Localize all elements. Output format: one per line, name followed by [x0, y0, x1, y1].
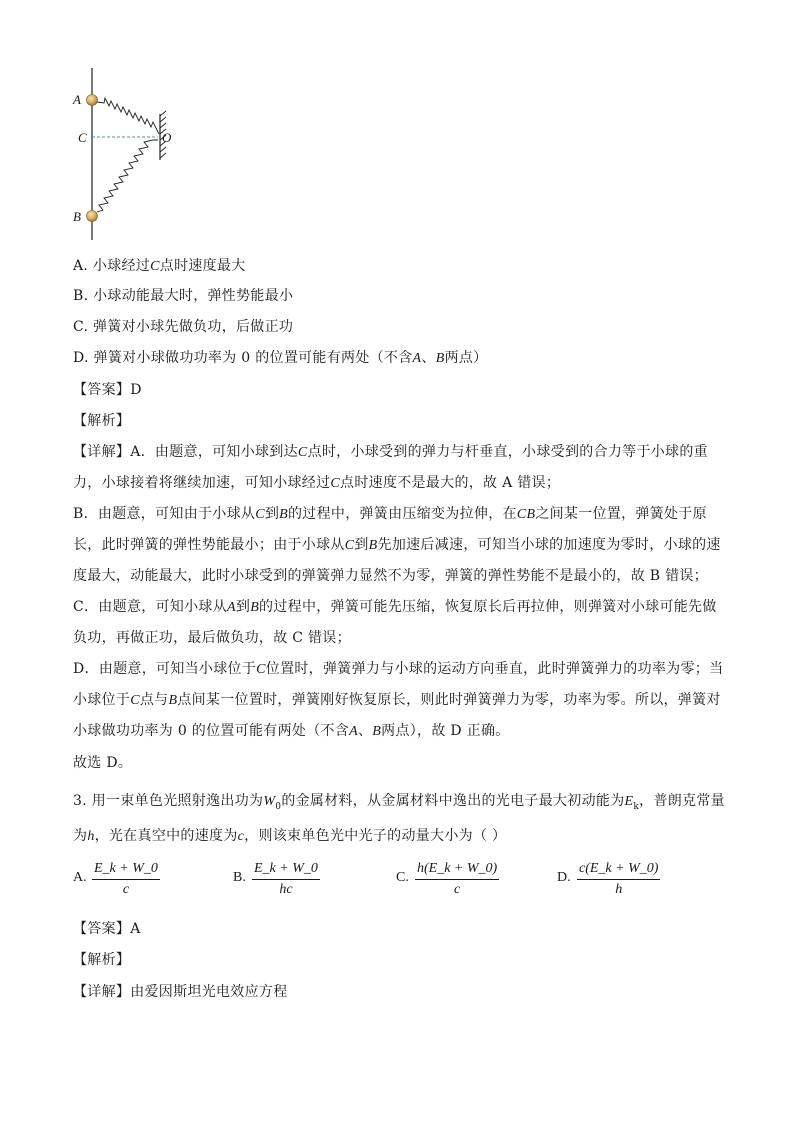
label-O: O — [162, 130, 172, 145]
q2-option-D: D. 弹簧对小球做功功率为 0 的位置可能有两处（不含A、B两点） — [73, 350, 488, 366]
q2-option-B: B. 小球动能最大时，弹性势能最小 — [73, 288, 294, 304]
q2-detail-line-7: 负功，再做正功，最后做负功，故 C 错误； — [73, 630, 351, 646]
q3-option-A-fraction: $\frac{E\_k + W\_0}{c}$ — [94, 861, 158, 897]
q2-detail-line-1: 【详解】A．由题意，可知小球到达C点时，小球受到的弹力与杆垂直，小球受到的合力等于小球的重 — [73, 444, 708, 460]
q2-detail-line-2: 力，小球接着将继续加速，可知小球经过C点时速度不是最大的，故 A 错误； — [73, 475, 561, 491]
q3-option-C-fraction: $\frac{h(E\_k + W\_0)}{c}$ — [417, 861, 498, 897]
q3-option-D-label: D. — [557, 870, 571, 885]
label-A: A — [73, 92, 81, 107]
ball-A — [87, 95, 98, 106]
q2-detail-line-8: D．由题意，可知当小球位于C位置时，弹簧弹力与小球的运动方向垂直，此时弹簧弹力的功率为零；当 — [73, 661, 724, 677]
q3-question-line-2: 为h，光在真空中的速度为c，则该束单色光中光子的动量大小为（ ） — [73, 828, 507, 844]
q3-option-A-label: A. — [73, 870, 87, 885]
q2-option-A: A. 小球经过C点时速度最大 — [73, 258, 246, 274]
q2-conclusion: 故选 D。 — [73, 755, 133, 771]
q2-detail-line-10: 小球做功功率为 0 的位置可能有两处（不含A、B两点），故 D 正确。 — [73, 723, 510, 739]
q3-option-B-label: B. — [233, 870, 246, 885]
q2-detail-line-9: 小球位于C点与B点间某一位置时，弹簧刚好恢复原长，则此时弹簧弹力为零，功率为零。所以，弹簧对 — [73, 692, 721, 708]
q2-detail-line-4: 长，此时弹簧的弹性势能最小；由于小球从C到B先加速后减速，可知当小球的加速度为零时，小球的速 — [73, 537, 721, 553]
ball-B — [87, 211, 98, 222]
spring-lower — [97, 140, 158, 212]
q2-answer: 【答案】D — [73, 382, 142, 398]
q3-option-D-fraction: $\frac{c(E\_k + W\_0)}{h}$ — [579, 861, 659, 897]
q3-detail: 【详解】由爱因斯坦光电效应方程 — [73, 984, 288, 1000]
spring-rod-figure — [60, 62, 190, 244]
spring-upper — [97, 98, 159, 134]
q3-option-B-fraction: $\frac{E\_k + W\_0}{hc}$ — [254, 861, 318, 897]
q2-detail-line-6: C．由题意，可知小球从A到B的过程中，弹簧可能先压缩，恢复原长后再拉伸，则弹簧对小球可能先做 — [73, 599, 717, 615]
q3-answer: 【答案】A — [73, 921, 141, 937]
q2-detail-line-3: B．由题意，可知由于小球从C到B的过程中，弹簧由压缩变为拉伸，在CB之间某一位置，弹簧处于原 — [73, 506, 707, 522]
label-B: B — [73, 209, 81, 224]
q2-detail-line-5: 度最大，动能最大，此时小球受到的弹簧弹力显然不为零，弹簧的弹性势能不是最小的，故 B 错误； — [73, 568, 708, 584]
q3-option-C-label: C. — [396, 870, 409, 885]
label-C: C — [78, 130, 87, 145]
q2-analysis-tag: 【解析】 — [73, 413, 131, 429]
q3-analysis-tag: 【解析】 — [73, 952, 131, 968]
q2-option-C: C. 弹簧对小球先做负功，后做正功 — [73, 319, 294, 335]
q3-question-line-1: 3. 用一束单色光照射逸出功为$W_0$的金属材料，从金属材料中逸出的光电子最大初动能为$E_k$，普朗克常量 — [73, 793, 725, 812]
